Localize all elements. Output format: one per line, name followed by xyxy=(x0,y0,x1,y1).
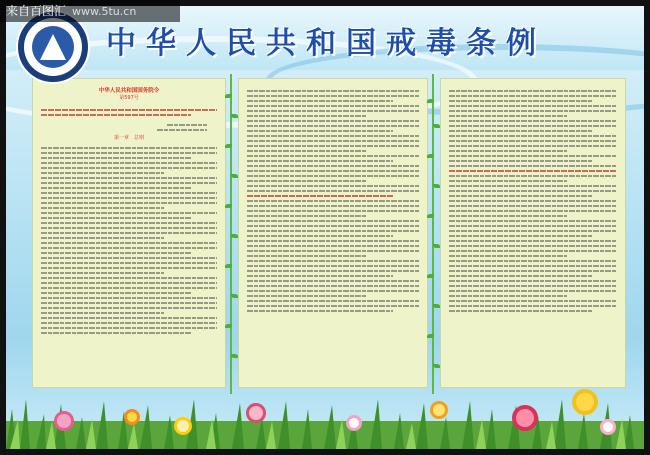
text-panel-middle xyxy=(238,78,428,388)
decree-number: 第597号 xyxy=(119,95,139,101)
pink-flower-icon xyxy=(246,403,266,423)
article-text xyxy=(441,79,625,317)
yellow-flower-icon xyxy=(572,389,598,415)
decree-title: 中华人民共和国国务院令 xyxy=(98,88,160,94)
chapter-heading: 第一章 总则 xyxy=(113,135,144,141)
red-flower-icon xyxy=(512,405,538,431)
watermark xyxy=(0,0,180,22)
text-panel-right xyxy=(440,78,626,388)
white-flower-icon xyxy=(346,415,362,431)
yellow-flower-icon xyxy=(124,409,140,425)
poster-title: 中华人民共和国戒毒条例 xyxy=(106,26,546,61)
decree-intro xyxy=(33,104,225,121)
watermark-brand: 来自百图汇 xyxy=(6,4,67,18)
article-text xyxy=(33,142,225,339)
article-text xyxy=(239,79,427,317)
signature-block xyxy=(33,124,225,131)
pink-flower-icon xyxy=(54,411,74,431)
grass-meadow-icon xyxy=(6,359,644,449)
yellow-flower-icon xyxy=(430,401,448,419)
yellow-flower-icon xyxy=(174,417,192,435)
text-panel-left xyxy=(32,78,226,388)
watermark-site: www.5tu.cn xyxy=(72,5,137,18)
poster xyxy=(6,6,644,449)
white-flower-icon xyxy=(600,419,616,435)
vine-divider-icon xyxy=(226,74,236,394)
vine-divider-icon xyxy=(428,74,438,394)
